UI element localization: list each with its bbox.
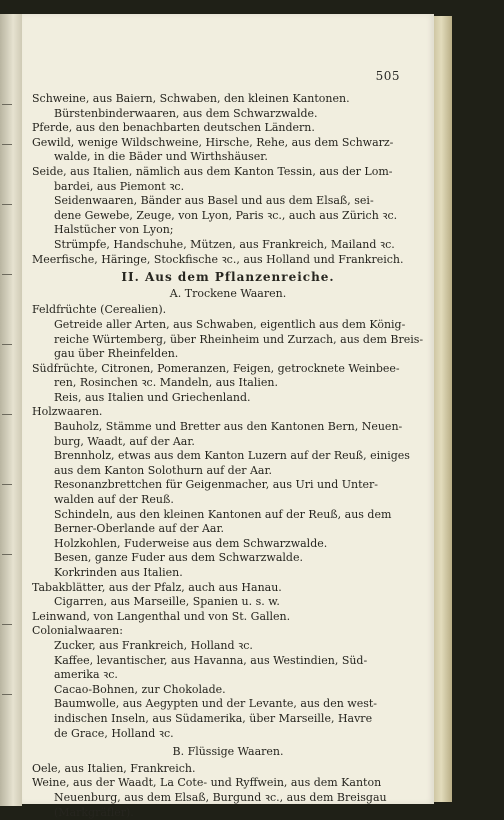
text-line: Reis, aus Italien und Griechenland. [54,390,251,404]
text-line: Besen, ganze Fuder aus dem Schwarzwalde. [54,551,303,565]
text-line: aus dem Kanton Solothurn auf der Aar. [54,463,273,477]
text-line: Korkrinden aus Italien. [54,566,183,579]
text-line: reiche Würtemberg, über Rheinheim und Zurzach, aus dem Breis- [54,332,424,346]
text-line: Cigarren, aus Marseille, Spanien u. s. w. [54,595,280,609]
text-line: amerika ꝛc. [54,668,118,682]
text-line: Zucker, aus Frankreich, Holland ꝛc. [54,638,253,652]
book-gutter [0,14,22,806]
section-title: II. Aus dem Pflanzenreiche. [121,270,335,285]
text-line: Meerfische, Häringe, Stockfische ꝛc., aus Holland und Frankreich. [32,252,404,266]
text-line: Weine, aus der Waadt, La Cote- und Ryffwein, aus dem Kanton [32,776,382,790]
text-line: Schweine, aus Baiern, Schwaben, den kleinen Kantonen. [32,92,350,105]
text-line: gau über Rheinfelden. [54,347,179,361]
text-line: Oele, aus Italien, Frankreich. [32,761,196,775]
page-edge [434,16,452,802]
text-line: Neuenburg, aus dem Elsaß, Burgund ꝛc., aus dem Breisgau [54,790,387,804]
text-line: Seide, aus Italien, nämlich aus dem Kanton Tessin, aus der Lom- [32,164,393,178]
page-number: 505 [375,69,400,83]
text-line: Brennholz, etwas aus dem Kanton Luzern auf der Reuß, einiges [54,449,410,463]
subsection-b-title: B. Flüssige Waaren. [172,745,284,759]
page-text [32,92,424,820]
text-line: Schindeln, aus den kleinen Kantonen auf der Reuß, aus dem [54,507,392,521]
text-line: Bauholz, Stämme und Bretter aus den Kantonen Bern, Neuen- [54,420,403,434]
text-line: burg, Waadt, auf der Aar. [54,434,195,448]
text-line: walde, in die Bäder und Wirthshäuser. [54,150,268,164]
text-line: Cacao-Bohnen, zur Chokolade. [54,682,226,696]
text-line: Leinwand, von Langenthal und von St. Gallen. [32,609,291,623]
text-line: Strümpfe, Handschuhe, Mützen, aus Frankreich, Mailand ꝛc. [54,237,395,251]
book-page [22,14,434,819]
animal-products-list [32,92,424,267]
text-line: Resonanzbrettchen für Geigenmacher, aus Uri und Unter- [54,478,379,492]
text-line: Seidenwaaren, Bänder aus Basel und aus dem Elsaß, sei- [54,194,374,208]
text-line: Berner-Oberlande auf der Aar. [54,522,225,536]
text-line: indischen Inseln, aus Südamerika, über Marseille, Havre [54,711,373,725]
text-line: Feldfrüchte (Cerealien). [32,303,167,317]
text-line: Getreide aller Arten, aus Schwaben, eigentlich aus dem König- [54,317,406,331]
text-line: de Grace, Holland ꝛc. [54,726,174,740]
text-line: Kaffee, levantischer, aus Havanna, aus Westindien, Süd- [54,653,368,667]
text-line: Halstücher von Lyon; [54,223,174,237]
text-line: (Markgräfler). [54,805,134,819]
text-line: Südfrüchte, Citronen, Pomeranzen, Feigen, getrocknete Weinbee- [32,361,400,375]
liquid-goods-list [32,762,424,820]
text-line: Tabakblätter, aus der Pfalz, auch aus Hanau. [32,580,282,594]
dry-goods-list [32,303,424,741]
text-line: Pferde, aus den benachbarten deutschen Ländern. [32,121,315,135]
subsection-a-title: A. Trockene Waaren. [169,286,287,300]
text-line: walden auf der Reuß. [54,493,174,507]
text-line: bardei, aus Piemont ꝛc. [54,179,185,193]
text-line: Gewild, wenige Wildschweine, Hirsche, Rehe, aus dem Schwarz- [32,135,394,149]
text-line: Bürstenbinderwaaren, aus dem Schwarzwalde. [54,106,318,120]
text-line: Holzwaaren. [32,405,103,419]
text-line: dene Gewebe, Zeuge, von Lyon, Paris ꝛc., auch aus Zürich ꝛc. [54,208,398,222]
text-line: Holzkohlen, Fuderweise aus dem Schwarzwalde. [54,536,328,550]
text-line: Baumwolle, aus Aegypten und der Levante, aus den west- [54,697,378,711]
text-line: Colonialwaaren: [32,624,123,638]
text-line: ren, Rosinchen ꝛc. Mandeln, aus Italien. [54,376,278,390]
